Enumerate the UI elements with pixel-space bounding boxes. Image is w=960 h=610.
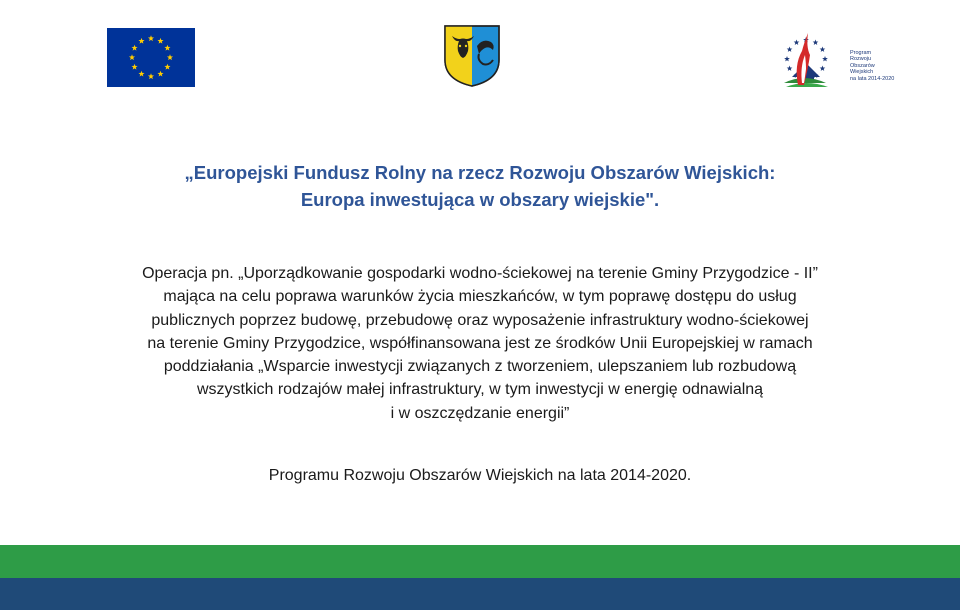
title-line: Europa inwestująca w obszary wiejskie".: [300, 189, 660, 210]
municipal-coat-of-arms-icon: [443, 24, 501, 88]
prow-caption: [850, 50, 894, 82]
prow-caption-line: Wiejskich: [850, 69, 874, 76]
prow-star-icon: [813, 40, 819, 45]
prow-star-icon: [787, 47, 793, 52]
eu-flag-icon: [107, 28, 195, 87]
page-title: [0, 159, 960, 213]
footer-band-green: [0, 545, 960, 578]
description-line: poddziałania „Wsparcie inwestycji związanych z tworzeniem, ulepszaniem lub rozbudową: [163, 358, 797, 376]
prow-caption-line: na lata 2014-2020: [850, 75, 895, 82]
prow-star-icon: [820, 66, 826, 71]
description-line: publicznych poprzez budowę, przebudowę oraz wyposażenie infrastruktury wodno-ściekowej: [151, 311, 809, 329]
prow-caption-line: Rozwoju: [850, 56, 872, 63]
footer-band-blue: [0, 578, 960, 610]
description-line: i w oszczędzanie energii”: [390, 404, 570, 422]
description-line: na terenie Gminy Przygodzice, współfinansowana jest ze środków Unii Europejskiej w ramach: [147, 334, 813, 352]
title-line: „Europejski Fundusz Rolny na rzecz Rozwoju Obszarów Wiejskich:: [184, 162, 776, 183]
operation-description: [0, 262, 960, 425]
prow-caption-line: Obszarów: [850, 62, 875, 69]
prow-star-icon: [784, 56, 790, 61]
prow-star-icon: [794, 40, 800, 45]
prow-star-icon: [787, 66, 793, 71]
prow-star-icon: [820, 47, 826, 52]
prow-caption-line: Program: [850, 50, 872, 56]
program-name: Programu Rozwoju Obszarów Wiejskich na lata 2014-2020.: [268, 467, 692, 484]
description-line: wszystkich rodzajów małej infrastruktury, w tym inwestycji w energię odnawialną: [196, 381, 764, 399]
description-line: mająca na celu poprawa warunków życia mieszkańców, w tym poprawę dostępu do usług: [163, 288, 797, 306]
prow-star-icon: [822, 56, 828, 61]
description-line: Operacja pn. „Uporządkowanie gospodarki wodno-ściekowej na terenie Gminy Przygodzice - II”: [142, 265, 818, 282]
